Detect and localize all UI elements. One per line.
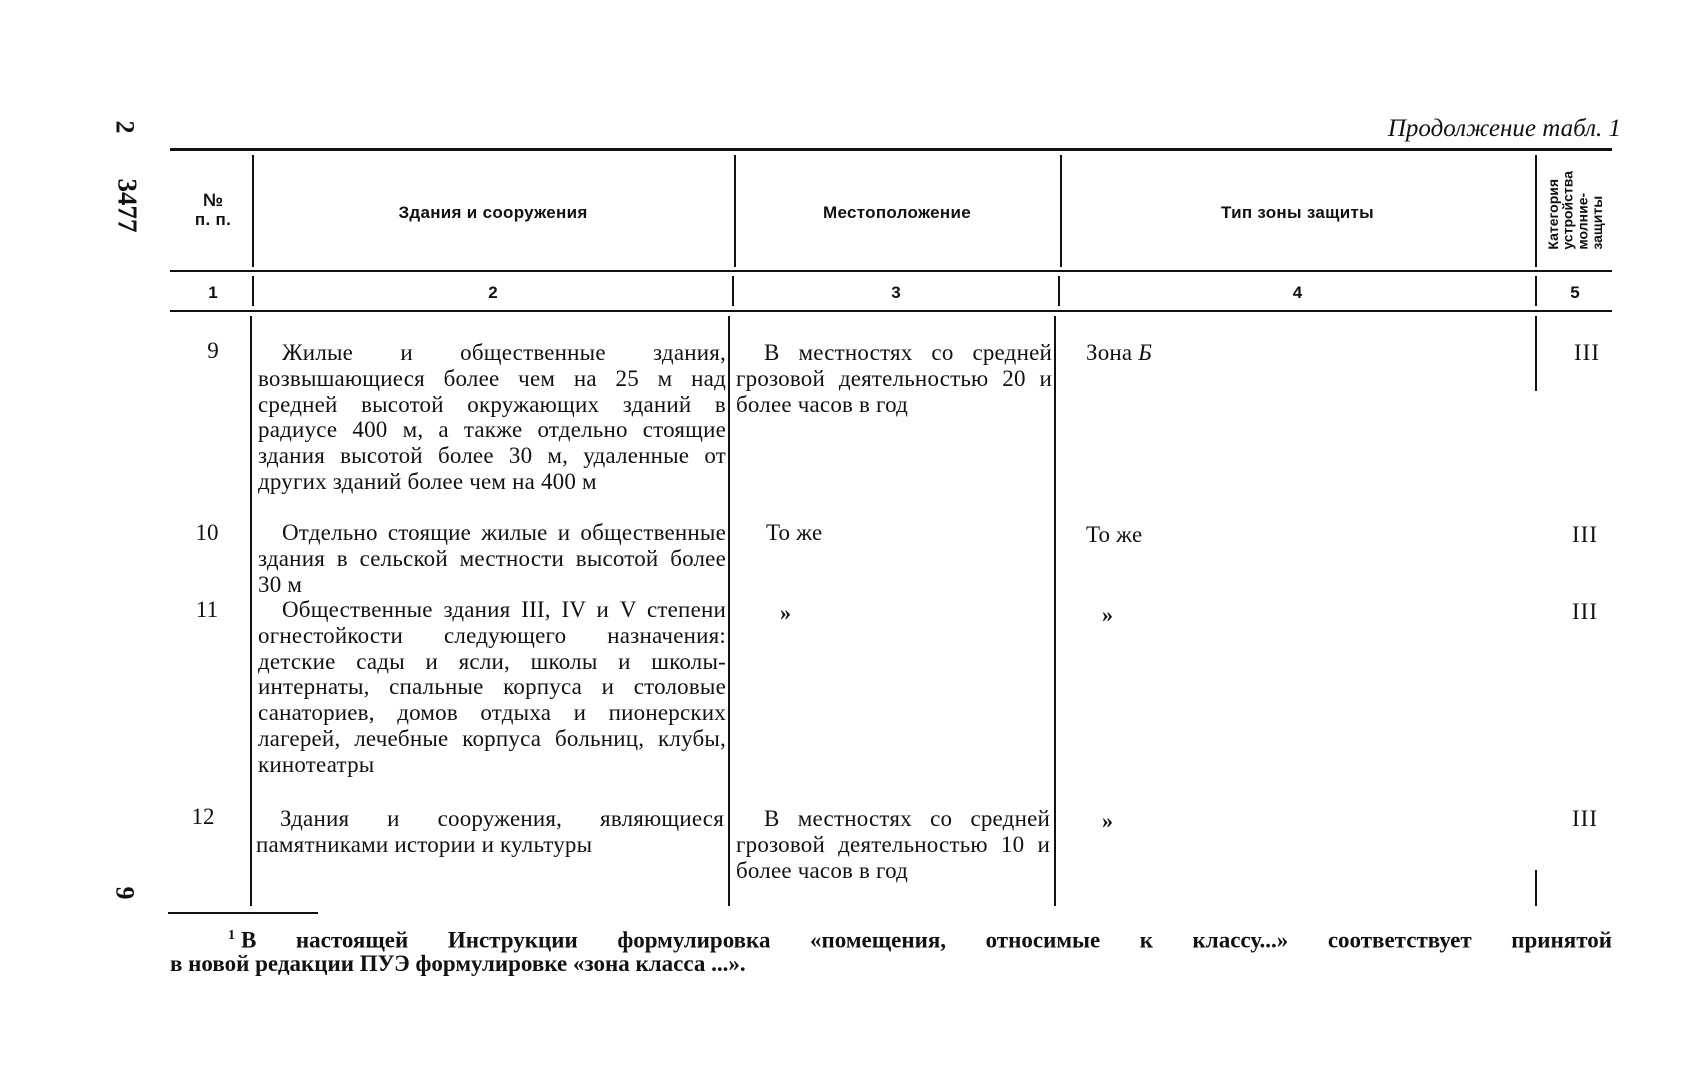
body-divider-1 [250, 316, 252, 906]
header-category: Категория устройства молние- защиты [1544, 170, 1605, 250]
header-buildings: Здания и сооружения [398, 202, 588, 222]
footnote-mark: 1 [228, 928, 235, 943]
column-number: 3 [891, 283, 901, 302]
header-number-label: п. п. [194, 209, 232, 229]
header-zone-type: Тип зоны защиты [1221, 202, 1374, 222]
colnum-divider-3 [1058, 276, 1060, 306]
row-zone [1086, 340, 1526, 366]
row-number: 12 [191, 804, 215, 829]
margin-page-number-bottom: 9 [110, 886, 140, 900]
body-divider-3 [1054, 316, 1056, 906]
row-category: III [1574, 340, 1600, 365]
row-buildings: Отдельно стоящие жилые и общественные здания в сельской местности высотой более 30 м [258, 520, 726, 597]
row-buildings: Жилые и общественные здания, возвышающиеся более чем на 25 м над средней высотой окружающих зданий в радиусе 400 м, а также отдельно стоящие здания высотой более 30 м, удаленные от других зданий более чем на 400 м [258, 340, 726, 494]
number-sign: № [202, 189, 224, 210]
colnum-divider-4 [1535, 276, 1537, 306]
table-top-rule [170, 148, 1612, 151]
column-number: 5 [1570, 283, 1580, 302]
header-row-number [180, 180, 246, 240]
row-buildings: Общественные здания III, IV и V степени огнестойкости следующего назначения: детские сады и ясли, школы и школы-интернаты, спальные корпуса и столовые санаториев, домов отдыха и пионерских лагерей, лечебные корпуса больниц, клубы, кинотеатры [258, 597, 726, 777]
header-location: Местоположение [823, 202, 971, 222]
colnum-divider-2 [732, 276, 734, 306]
row-zone: То же [1086, 522, 1143, 547]
row-category: III [1572, 522, 1598, 547]
row-category: III [1572, 806, 1598, 831]
row-number: 11 [195, 597, 219, 622]
body-divider-4b [1535, 870, 1537, 906]
header-category-cell [1538, 152, 1612, 268]
column-numbers-bottom-rule [170, 310, 1612, 312]
row-zone-ditto: » [1102, 808, 1113, 833]
column-number: 1 [208, 283, 218, 302]
footnote-rule [168, 912, 318, 914]
footnote-text-1: В настоящей Инструкции формулировка «помещения, относимые к классу...» соответствует принятой [241, 927, 1612, 953]
row-zone-ditto: » [1102, 602, 1113, 627]
column-number: 2 [488, 283, 498, 302]
row-buildings: Здания и сооружения, являющиеся памятниками истории и культуры [256, 806, 724, 857]
row-location: В местностях со средней грозовой деятельностью 20 и более часов в год [736, 340, 1052, 417]
margin-page-number-top: 2 [110, 120, 140, 134]
row-number: 10 [195, 520, 219, 545]
column-number: 4 [1292, 283, 1303, 302]
footnote-line-2: в новой редакции ПУЭ формулировке «зона класса ...». [170, 951, 746, 976]
row-location: То же [766, 520, 823, 545]
zone-letter: Б [1138, 340, 1153, 365]
row-category: III [1572, 599, 1598, 624]
body-divider-4 [1535, 316, 1537, 391]
column-divider-4 [1535, 155, 1537, 267]
header-bottom-rule [170, 270, 1612, 272]
row-location-ditto: » [780, 600, 791, 625]
row-zone-prefix: Зона [1086, 340, 1133, 365]
margin-document-number: 3477 [112, 178, 143, 233]
body-divider-2 [728, 316, 730, 906]
row-number: 9 [207, 338, 219, 363]
table-continuation-caption: Продолжение табл. 1 [1387, 115, 1621, 142]
row-location: В местностях со средней грозовой деятельностью 10 и более часов в год [736, 806, 1050, 883]
